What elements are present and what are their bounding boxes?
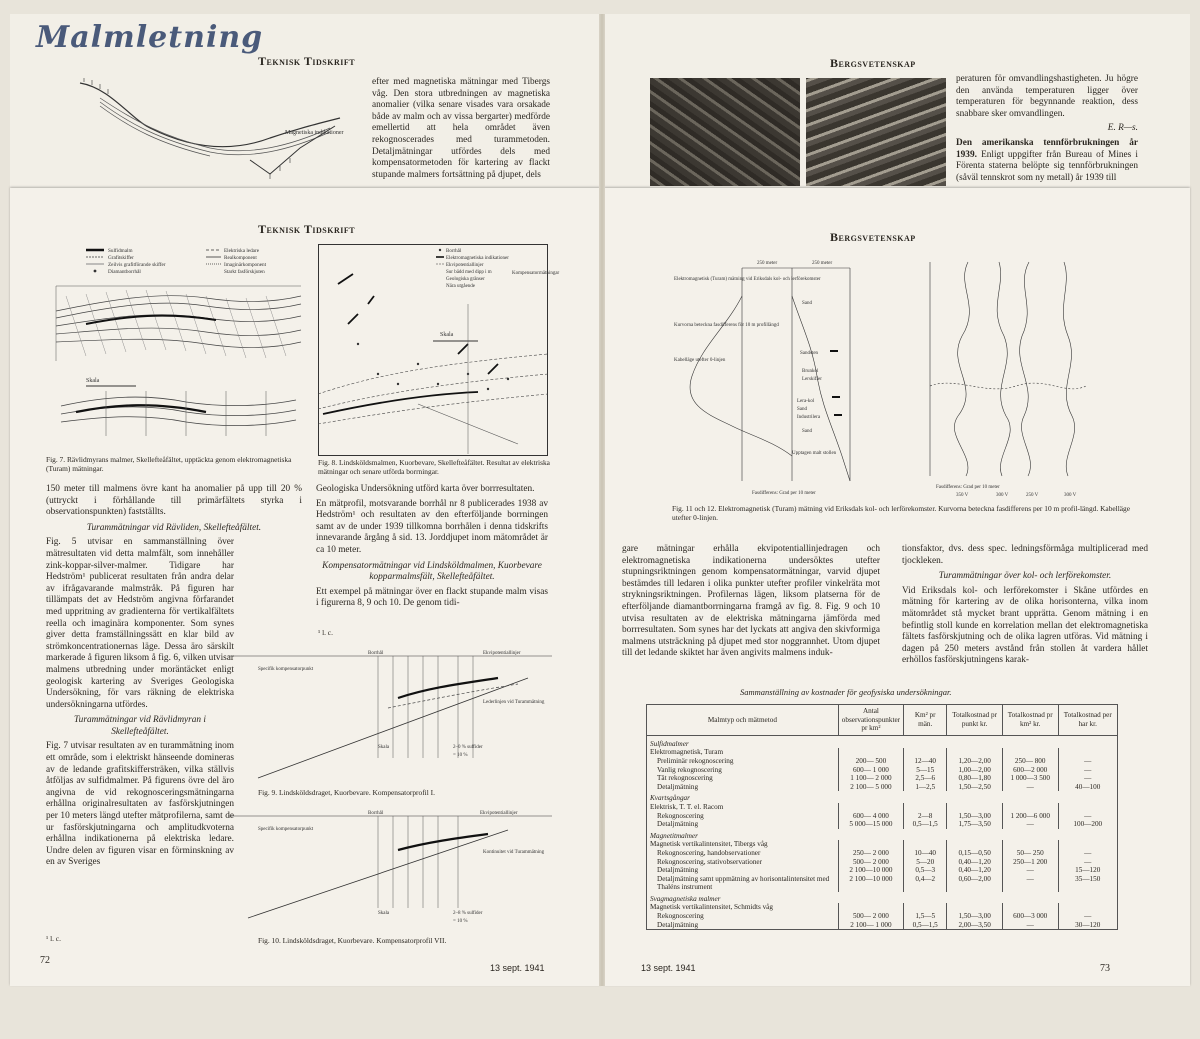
fig10-label: Skala — [378, 911, 390, 916]
table-cell — [904, 748, 947, 757]
fig11-label: Fasdifferens: Grad per 10 meter — [752, 491, 816, 496]
table-cell: Detaljmätning — [647, 866, 839, 875]
table-cell: Magnetisk vertikalintensitet, Tibergs våg — [647, 840, 839, 849]
table-cell: 1,5—5 — [904, 912, 947, 921]
table-cell: — — [1058, 766, 1118, 775]
fig7-scale-label: Skala — [86, 378, 100, 384]
fig7-legend-label: Elektriska ledare — [224, 248, 259, 254]
table-header: Totalkostnad pr km² kr. — [1002, 705, 1058, 736]
fig8-legend-label: Borrhål — [446, 249, 462, 254]
table-cell: — — [1002, 820, 1058, 829]
fig10-label: 2–8 % sulfider — [453, 911, 483, 916]
back-left-profile-sketch — [70, 78, 360, 180]
back-right-heading: Den amerikanska tennförbrukningen år 1939. — [956, 137, 1138, 160]
table-cell: — — [1058, 812, 1118, 821]
table-title: Sammanställning av kostnader för geofysiska undersökningar. — [740, 687, 952, 697]
fig12-label: Fasdifferens: Grad per 10 meter — [936, 485, 1000, 490]
table-cell: — — [1002, 875, 1058, 892]
table-cell: 0,40—1,20 — [947, 866, 1003, 875]
left-column-2 — [316, 484, 548, 634]
fig9-label: Lederlinjen vid Turammätning — [483, 700, 545, 705]
table-cell: Elektrisk, T. T. el. Racom — [647, 803, 839, 812]
fig10-label: Borrhål — [368, 811, 384, 816]
table-group-title: Sulfidmalmer — [647, 735, 1118, 748]
table-cell — [838, 903, 903, 912]
page-gutter — [599, 14, 605, 986]
fig8-scale-label: Skala — [440, 332, 454, 338]
paragraph: Fig. 7 utvisar resultaten av en turammätning inom ett område, som i elektriskt hänseende domineras av de ledande grafitskiffersträken, vilka ställvis åtföljas av sulfidmalmer. På figurens övre del äro angivna de vid rekognosceringsmätningarna erhållna originalresultaten av fasförskjutningen per 10 meters längd utefter mätprofilerna, samt de ur fasförskjutningarna och amplitudkvoterna erhållna indikationerna på elektriska ledare. Undre delen av figuren visar en förminskning av en av Sveriges — [46, 741, 234, 868]
table-cell: 200— 500 — [838, 757, 903, 766]
fig11-label: Lerskiffer — [802, 377, 822, 382]
section-heading: Turammätningar vid Rävlidmyran i Skellefteåfältet. — [74, 715, 206, 737]
table-cell: 0,15—0,50 — [947, 849, 1003, 858]
table-cell: 1,20—2,00 — [947, 757, 1003, 766]
table-cell — [947, 903, 1003, 912]
table-cell: 600—2 000 — [1002, 766, 1058, 775]
fig9-label: Ekvipotentiallinjer — [483, 651, 521, 656]
table-cell: 1,75—3,50 — [947, 820, 1003, 829]
table-header: Km² pr män. — [904, 705, 947, 736]
table-row — [647, 866, 1118, 875]
cost-table-wrapper — [646, 704, 1118, 956]
table-cell: 2,5—6 — [904, 774, 947, 783]
table-cell: Detaljmätning — [647, 783, 839, 792]
table-row — [647, 840, 1118, 849]
table-group-row — [647, 735, 1118, 748]
table-cell: 5—15 — [904, 766, 947, 775]
fig11-label: Industrilera — [797, 415, 821, 420]
table-cell: 1—2,5 — [904, 783, 947, 792]
paragraph: Geologiska Undersökning utförd karta över borrresultaten. — [316, 484, 535, 494]
table-cell — [838, 840, 903, 849]
fig11-label: Kabelläge utefter 0-linjen — [674, 358, 726, 363]
table-cell: Detaljmätning samt uppmätning av horisontalintensitet med Thaléns instrument — [647, 875, 839, 892]
table-row — [647, 912, 1118, 921]
table-cell: — — [1058, 858, 1118, 867]
page-number-left: 72 — [40, 955, 50, 966]
table-cell — [838, 748, 903, 757]
table-cell: 250—1 200 — [1002, 858, 1058, 867]
table-cell: 1 100— 2 000 — [838, 774, 903, 783]
fig10-label: Specifik kompensatorpunkt — [258, 827, 314, 832]
table-cell: 600— 1 000 — [838, 766, 903, 775]
table-header: Antal observationspunkter pr km² — [838, 705, 903, 736]
table-header: Totalkostnad per har kr. — [1058, 705, 1118, 736]
table-group-row — [647, 791, 1118, 803]
table-cell: Rekognoscering — [647, 812, 839, 821]
table-row — [647, 903, 1118, 912]
table-row — [647, 812, 1118, 821]
fig10-label: = 10 % — [453, 919, 468, 924]
fig7-legend-label: Diamantborrhål — [108, 269, 141, 275]
table-cell: — — [1058, 757, 1118, 766]
fig11-label: Sand — [802, 429, 812, 434]
table-cell: — — [1002, 921, 1058, 930]
mineral-photo-1 — [650, 78, 800, 186]
table-cell: 2,00—3,50 — [947, 921, 1003, 930]
table-cell: 0,5—1,5 — [904, 921, 947, 930]
fig10-label: Kontinuitet vid Turammätning — [483, 850, 545, 855]
table-group-title: Magnetitmalmer — [647, 829, 1118, 841]
right-masthead: Bergsvetenskap — [830, 230, 916, 244]
fig8-legend-label: Sur bädd med dipp i m — [446, 270, 492, 275]
table-cell — [904, 903, 947, 912]
table-cell: 15—120 — [1058, 866, 1118, 875]
table-cell: 30—120 — [1058, 921, 1118, 930]
figure-8 — [318, 244, 560, 456]
fig9-label: Specifik kompensatorpunkt — [258, 667, 314, 672]
table-cell — [1002, 803, 1058, 812]
fig11-label: Upptagen malt stollen — [792, 451, 837, 456]
left-masthead: Teknisk Tidskrift — [258, 222, 356, 236]
table-row — [647, 774, 1118, 783]
fig8-legend-label: Ekvipotentiallinjer — [446, 263, 484, 268]
table-cell: 1,50—2,50 — [947, 783, 1003, 792]
table-cell: — — [1058, 912, 1118, 921]
table-cell: 35—150 — [1058, 875, 1118, 892]
table-cell: 12—40 — [904, 757, 947, 766]
table-group-row — [647, 829, 1118, 841]
fig9-label: 2–0 % suffider — [453, 745, 483, 750]
fig7-legend-label: Grafitskiffer — [108, 255, 134, 261]
paragraph: tionsfaktor, dvs. dess spec. ledningsförmåga multiplicerad med tjockleken. — [902, 544, 1148, 566]
table-row — [647, 858, 1118, 867]
fig11-label: Sandsten — [800, 351, 819, 356]
table-cell: Detaljmätning — [647, 921, 839, 930]
section-heading: Kompensatormätningar vid Lindsköldmalmen, Kuorbevare kopparmalmsfält, Skellefteåfältet. — [322, 560, 542, 583]
table-cell: 0,5—1,5 — [904, 820, 947, 829]
fig7-legend-label: Zeilvis grafitförande skiffer — [108, 262, 166, 268]
back-right-signature: E. R—s. — [1107, 123, 1138, 134]
fig11-label: Brunkol — [802, 369, 819, 374]
footnote: ¹ l. c. — [318, 628, 333, 637]
table-cell: 5 000—15 000 — [838, 820, 903, 829]
table-group-title: Kvartsgångar — [647, 791, 1118, 803]
table-row — [647, 748, 1118, 757]
table-cell: 1,00—2,00 — [947, 766, 1003, 775]
table-cell: 5—20 — [904, 858, 947, 867]
table-cell — [838, 803, 903, 812]
fig11-label: Elektromagnetisk (Turam) mätning vid Eriksdals kol- och lerförekomster — [674, 277, 821, 282]
back-right-paragraph: peraturen för omvandlingshastigheten. Ju högre den använda temperaturen ligger över temperaturen för begynnande reaktion, dess snabbare sker omvandlingen. — [956, 74, 1138, 119]
table-group-title: Svagmagnetiska malmer — [647, 892, 1118, 904]
table-cell — [1058, 840, 1118, 849]
table-cell — [1058, 903, 1118, 912]
table-row — [647, 820, 1118, 829]
fig11-12-caption: Fig. 11 och 12. Elektromagnetisk (Turam) mätning vid Eriksdals kol- och lerförekomster. Kurvorna beteckna fasdifferens per 10 m profil-längd. Kabelläge utefter 0-linjen. — [672, 504, 1131, 522]
table-cell: 100—200 — [1058, 820, 1118, 829]
table-cell: Rekognoscering, handobservationer — [647, 849, 839, 858]
fig7-legend-label: Imaginärkomponent — [224, 262, 267, 268]
table-cell — [904, 803, 947, 812]
date-right: 13 sept. 1941 — [641, 963, 696, 973]
table-cell: 1,50—3,00 — [947, 912, 1003, 921]
table-cell: — — [1058, 849, 1118, 858]
table-cell: Elektromagnetisk, Turam — [647, 748, 839, 757]
table-cell: 10—40 — [904, 849, 947, 858]
table-group-row — [647, 892, 1118, 904]
mineral-photo-2 — [806, 78, 946, 186]
table-cell: Rekognoscering — [647, 912, 839, 921]
table-cell — [1002, 748, 1058, 757]
table-cell: Magnetisk vertikalintensitet, Schmidts våg — [647, 903, 839, 912]
figure-9 — [228, 648, 552, 788]
back-left-text: efter med magnetiska mätningar med Tibergs våg. Den stora utbredningen av magnetiska anomalier (vilka senare visades vara orsakade både av malm och av vissa bergarter) medförde emellertid att hela området även rekognoscerades med turammetoden. Detaljmätningar utfördes dels med kompensatormetoden för kartering av flackt stupande malmers fortsättning på djupet, dels — [372, 77, 550, 180]
table-cell: 2 100—10 000 — [838, 875, 903, 892]
table-cell: Tät rekognoscering — [647, 774, 839, 783]
table-row — [647, 766, 1118, 775]
cost-table — [646, 704, 1118, 930]
fig12-label: 350 V — [956, 493, 969, 498]
table-cell — [1058, 748, 1118, 757]
paragraph: Vid Eriksdals kol- och lerförekomster i Skåne utfördes en mätning för kartering av de olika horisonterna, vilka inom mätområdet stå mycket brant upprätta. Genom mätning i en befintlig stoll kunde en korrelation mellan det elektromagnetiska fältets fasförskjutning och de olika lagren utföras. Vid mätning i dagen på 250 meters avstånd från stollen åt vardera hållet erhöllos fasförskjutningens karak- — [902, 585, 1148, 666]
table-cell: 1,50—3,00 — [947, 812, 1003, 821]
handwritten-note: Malmletning — [36, 20, 264, 55]
table-cell: Preliminär rekognoscering — [647, 757, 839, 766]
fig11-label: Sand — [797, 407, 807, 412]
paragraph: Fig. 5 utvisar en sammanställning över mätresultaten vid detta malmfält, som innehåller zink-koppar-silver-malmer. Tidigare har Hedström¹ publicerat resultaten från andra delar av ifrågavarande malmstråk. På figuren har tillämpats det av Hedström angivna förfarandet med uppritning av gradienterna för vertikalfältets reella och imaginära komponenter. Som synes giver detta framställningssätt en klar bild av strömkoncentrationernas läge. Dessa äro särskilt markerade å figuren liksom å fig. 6, vilken utvisar malmens utbredning under moräntäcket enligt geologisk kartering av Sveriges Geologiska Undersökning, för vars räkning de elektriska undersökningarna utfördes. — [46, 537, 234, 710]
table-cell: 2 100—10 000 — [838, 866, 903, 875]
table-cell — [947, 803, 1003, 812]
table-cell — [1002, 840, 1058, 849]
table-row — [647, 803, 1118, 812]
table-header: Totalkostnad pr punkt kr. — [947, 705, 1003, 736]
table-cell — [947, 748, 1003, 757]
table-cell: 0,40—1,20 — [947, 858, 1003, 867]
fig9-label: Borrhål — [368, 651, 384, 656]
paragraph: En mätprofil, motsvarande borrhål nr 8 publicerades 1938 av Hedström¹ och resultaten av den efterföljande borrningen samt av de under 1939 tillkomna borrhålen i denna tidskrifts innevarande årgång å sid. 13. Jorddjupet inom mätområdet är ca 10 meter. — [316, 498, 548, 555]
table-cell: 1 200—6 000 — [1002, 812, 1058, 821]
fig11-label: 250 meter — [757, 261, 778, 266]
paragraph: Ett exempel på mätningar över en flackt stupande malm visas i figurerna 8, 9 och 10. De genom tidi- — [316, 586, 548, 609]
table-cell: 50— 250 — [1002, 849, 1058, 858]
back-right-masthead: Bergsvetenskap — [830, 56, 916, 70]
fig10-label: Ekvipotentiallinjer — [480, 811, 518, 816]
back-right-paragraph-2: Enligt uppgifter från Bureau of Mines i Förenta staterna belöpte sig tennförbrukningen (såväl tennskrot som ny metall) år 1939 till — [956, 149, 1139, 183]
fig7-legend-label: Starkt fasförskjuten — [224, 269, 265, 275]
fig12-label: 250 V — [1026, 493, 1039, 498]
table-cell: 600—3 000 — [1002, 912, 1058, 921]
table-cell: 250— 2 000 — [838, 849, 903, 858]
table-cell — [904, 840, 947, 849]
table-cell: 0,4—2 — [904, 875, 947, 892]
right-column-1: gare mätningar erhålla ekvipotentiallinjedragen och elektromagnetiska indikationerna undersöktes utefter stupningsriktningen genom kompensatormätningar, varvid djupet bestämdes till ledaren i olika punkter utefter profiler vinkelräta mot strykningsriktningen. Profilernas lägen, liksom platserna för de efterföljande diamantborrningarna framgå av fig. 8. Fig. 9 och 10 utvisa resultaten av de elektriska mätningarna jämförda med borrresultaten. Som synes har det lyckats att angiva den skivformiga malmens utsträckning på djupet med stor noggrannhet. Utom djupet till det ledande skiktet har även angivits malmens induk- — [622, 544, 880, 659]
table-cell: 2 100— 5 000 — [838, 783, 903, 792]
date-left: 13 sept. 1941 — [490, 963, 545, 973]
fig9-caption: Fig. 9. Lindsköldsdraget, Kuorbevare. Kompensatorprofil I. — [258, 788, 435, 797]
table-cell: 600— 4 000 — [838, 812, 903, 821]
fig12-label: 300 V — [996, 493, 1009, 498]
fig8-caption: Fig. 8. Lindsköldsmalmen, Kuorbevare, Skellefteåfältet. Resultat av elektriska mätningar och senare utförda borrningar. — [318, 458, 550, 476]
table-row — [647, 875, 1118, 892]
table-cell: — — [1002, 866, 1058, 875]
right-column-2 — [902, 544, 1148, 694]
fig11-label: 250 meter — [812, 261, 833, 266]
fig7-legend-label: Realkomponent — [224, 255, 257, 261]
fig8-legend-label: Kompensatormätningar — [512, 271, 560, 276]
back-right-text — [956, 74, 1138, 184]
table-row — [647, 921, 1118, 930]
fig9-label: Skala — [378, 745, 390, 750]
table-body — [647, 735, 1118, 929]
table-cell: — — [1002, 783, 1058, 792]
fig9-label: = 10 % — [453, 753, 468, 758]
fig7-caption: Fig. 7. Rävlidmyrans malmer, Skellefteåfältet, upptäckta genom elektromagnetiska (Turam) mätningar. — [46, 455, 292, 473]
figure-10 — [228, 808, 552, 936]
table-cell: 250— 800 — [1002, 757, 1058, 766]
fig11-label: Kurvorna beteckna fasdifferens för 10 m profillängd — [674, 323, 779, 328]
table-header: Malmtyp och mätmetod — [647, 705, 839, 736]
table-cell: 0,60—2,00 — [947, 875, 1003, 892]
table-cell: 40—100 — [1058, 783, 1118, 792]
sketch-label: Magnetiska indikationer — [285, 130, 344, 136]
table-cell: 1 000—3 500 — [1002, 774, 1058, 783]
table-cell — [1002, 903, 1058, 912]
figure-12 — [896, 256, 1090, 496]
section-heading: Turammätningar över kol- och lerförekomster. — [938, 571, 1112, 582]
figure-11 — [672, 256, 872, 496]
section-heading: Turammätningar vid Rävliden, Skellefteåfältet. — [86, 522, 262, 533]
table-cell: 500— 2 000 — [838, 912, 903, 921]
table-cell — [1058, 803, 1118, 812]
table-cell: 500— 2 000 — [838, 858, 903, 867]
figure-7 — [46, 246, 308, 451]
table-cell: — — [1058, 774, 1118, 783]
table-cell: 2 100— 1 000 — [838, 921, 903, 930]
fig12-label: 300 V — [1064, 493, 1077, 498]
table-cell: Vanlig rekognoscering — [647, 766, 839, 775]
fig11-label: Sand — [802, 301, 812, 306]
back-left-masthead: Teknisk Tidskrift — [258, 54, 356, 68]
fig8-legend-label: Nära utgående — [446, 284, 476, 289]
table-row — [647, 849, 1118, 858]
table-cell: 0,5—3 — [904, 866, 947, 875]
fig8-legend-label: Geologiska gränser — [446, 277, 485, 282]
fig7-legend-label: Sulfidmalm — [108, 248, 133, 254]
table-cell: Rekognoscering, stativobservationer — [647, 858, 839, 867]
table-row — [647, 783, 1118, 792]
table-cell: 2—8 — [904, 812, 947, 821]
table-cell — [947, 840, 1003, 849]
table-row — [647, 757, 1118, 766]
footnote: ¹ l. c. — [46, 934, 61, 943]
paragraph: 150 meter till malmens övre kant ha anomalier på upp till 20 % (uttryckt i förhållande till primärfältets styrka i observationspunkten) fastställts. — [46, 484, 302, 518]
table-cell: 0,80—1,80 — [947, 774, 1003, 783]
fig10-caption: Fig. 10. Lindsköldsdraget, Kuorbevare. Kompensatorprofil VII. — [258, 936, 447, 945]
table-cell: Detaljmätning — [647, 820, 839, 829]
fig8-legend-label: Elektromagnetiska indikationer — [446, 256, 509, 261]
fig11-label: Lera-kol — [797, 399, 815, 404]
page-number-right: 73 — [1100, 963, 1110, 974]
